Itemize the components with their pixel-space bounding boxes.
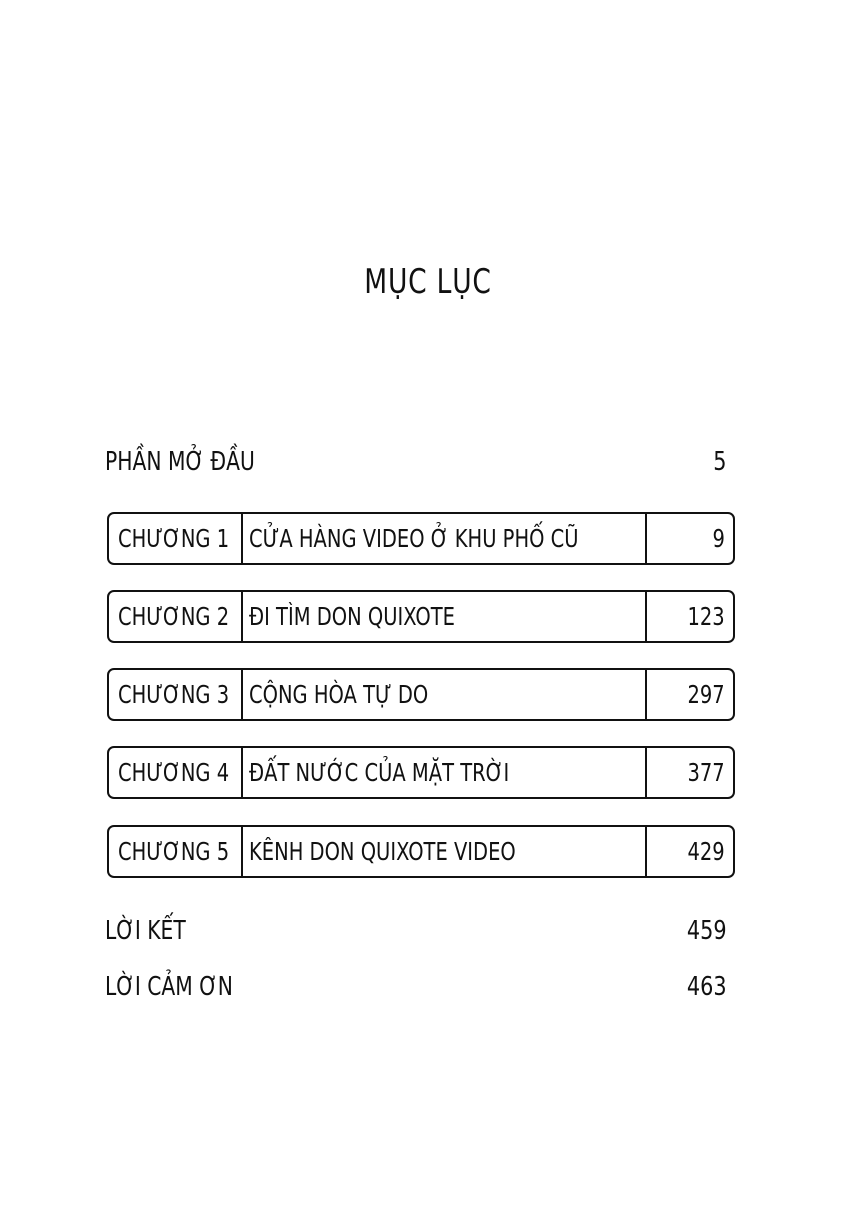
chapter-number: CHƯƠNG 5 [118,837,230,866]
chapter-row-3[interactable] [107,668,735,721]
chapter-title: ĐI TÌM DON QUIXOTE [249,602,455,631]
chapter-title-cell [243,670,647,719]
chapter-number: CHƯƠNG 4 [118,758,230,787]
chapter-page-cell [647,748,733,797]
chapter-title: CỬA HÀNG VIDEO Ở KHU PHỐ CŨ [249,524,579,553]
chapter-page-cell [647,514,733,563]
chapter-page-cell [647,827,733,876]
chapter-title: CỘNG HÒA TỰ DO [249,680,429,709]
chapter-number: CHƯƠNG 2 [118,602,230,631]
prologue-label: PHẦN MỞ ĐẦU [105,447,255,477]
chapter-page-cell [647,592,733,641]
chapter-number: CHƯƠNG 3 [118,680,230,709]
prologue-page: 5 [713,447,727,477]
acknowledgements-page: 463 [687,972,727,1002]
epilogue-page: 459 [687,916,727,946]
chapter-page: 377 [687,758,725,787]
chapter-number-cell [109,827,243,876]
prologue-row[interactable] [105,444,727,480]
chapter-row-5[interactable] [107,825,735,878]
acknowledgements-label: LỜI CẢM ƠN [105,972,233,1002]
epilogue-row[interactable] [105,913,727,949]
chapter-number-cell [109,514,243,563]
chapter-number-cell [109,748,243,797]
chapter-page: 429 [687,837,725,866]
chapter-row-1[interactable] [107,512,735,565]
chapter-title-cell [243,748,647,797]
chapter-title: KÊNH DON QUIXOTE VIDEO [249,837,516,866]
chapter-title-cell [243,827,647,876]
chapter-number-cell [109,592,243,641]
chapter-page: 297 [687,680,725,709]
chapter-title-cell [243,592,647,641]
chapter-page: 123 [687,602,725,631]
page-title: MỤC LỤC [364,262,492,302]
acknowledgements-row[interactable] [105,969,727,1005]
epilogue-label: LỜI KẾT [105,916,186,946]
chapter-title-cell [243,514,647,563]
chapter-title: ĐẤT NƯỚC CỦA MẶT TRỜI [249,758,510,787]
chapter-row-2[interactable] [107,590,735,643]
chapter-row-4[interactable] [107,746,735,799]
chapter-page-cell [647,670,733,719]
chapter-number: CHƯƠNG 1 [118,524,230,553]
chapter-page: 9 [712,524,725,553]
chapter-number-cell [109,670,243,719]
